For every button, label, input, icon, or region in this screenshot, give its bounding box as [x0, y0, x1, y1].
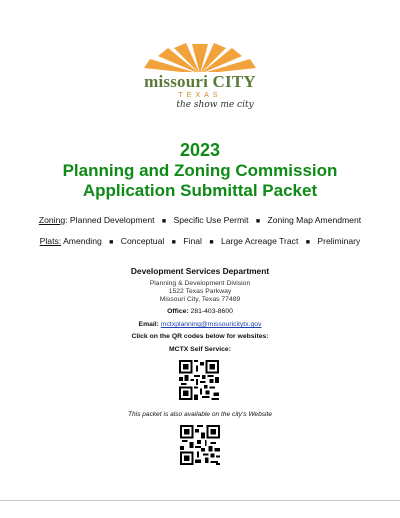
website-qr-icon[interactable] — [180, 425, 220, 465]
title-line-1: Planning and Zoning Commission — [62, 161, 338, 180]
self-service-qr-icon[interactable] — [179, 360, 219, 400]
plats-item: Preliminary — [317, 236, 361, 246]
email-label: Email: — [138, 321, 159, 328]
email-line — [0, 321, 400, 328]
department-name: Development Services Department — [130, 266, 270, 276]
zoning-item: Specific Use Permit — [173, 215, 249, 225]
logo-state: TEXAS — [178, 92, 222, 99]
title-line-2: Application Submittal Packet — [82, 181, 318, 200]
separator-icon: ■ — [109, 239, 114, 246]
separator-icon: ■ — [209, 239, 214, 246]
zoning-label: Zoning — [38, 215, 66, 225]
email-link[interactable]: mctxplanning@missouricitytx.gov — [160, 321, 262, 328]
logo-wordmark: missouri CITY — [144, 72, 256, 91]
footer-divider — [0, 500, 400, 501]
office-label: Office: — [167, 308, 189, 315]
plats-item: Conceptual — [120, 236, 165, 246]
website-note: This packet is also available on the city's Website — [127, 411, 273, 418]
plats-label: Plats: — [39, 236, 62, 246]
qr-note: Click on the QR codes below for websites: — [131, 333, 269, 340]
plats-options — [0, 236, 400, 246]
zoning-item: Planned Development — [69, 215, 155, 225]
street-address: 1522 Texas Parkway — [168, 288, 232, 295]
zoning-item: Zoning Map Amendment — [267, 215, 362, 225]
plats-item: Final — [183, 236, 202, 246]
sun-rays-icon — [130, 42, 270, 76]
separator-icon: ■ — [171, 239, 176, 246]
self-service-label: MCTX Self Service: — [169, 346, 231, 353]
city-address: Missouri City, Texas 77489 — [159, 296, 241, 303]
plats-item: Large Acreage Tract — [220, 236, 299, 246]
title-year: 2023 — [179, 140, 221, 160]
logo-tagline: the show me city — [176, 100, 254, 110]
office-phone-line — [0, 308, 400, 315]
plats-item: Amending — [63, 236, 102, 246]
city-logo — [130, 42, 270, 120]
separator-icon: ■ — [161, 218, 167, 225]
office-phone: 281-403-8600 — [190, 308, 233, 315]
division-name: Planning & Development Division — [149, 280, 251, 287]
separator-icon: ■ — [305, 239, 310, 246]
zoning-options: Zoning: Planned Development ■ Specific Use Permit ■ Zoning Map Amendment — [38, 215, 362, 225]
separator-icon: ■ — [255, 218, 261, 225]
